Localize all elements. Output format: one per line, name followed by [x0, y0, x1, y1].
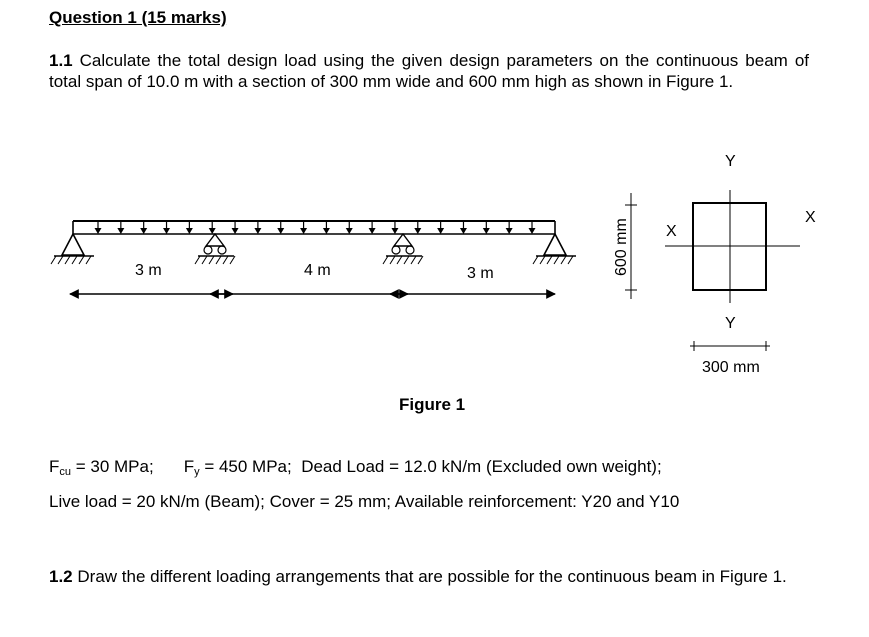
pin-support-left — [51, 234, 94, 264]
load-arrow — [437, 222, 444, 234]
question-1-1 — [49, 50, 809, 92]
pin-support-right — [533, 234, 576, 264]
roller-support-2 — [383, 234, 423, 264]
load-arrow — [254, 222, 261, 234]
load-arrow — [369, 222, 376, 234]
fcu-value: = 30 MPa; — [71, 457, 154, 476]
load-arrow — [483, 222, 490, 234]
beam-cross-section — [625, 190, 800, 351]
load-arrow — [529, 222, 536, 234]
parameters-line-2: Live load = 20 kN/m (Beam); Cover = 25 mm; Available reinforcement: Y20 and Y10 — [49, 492, 680, 511]
question-1-2-text: Draw the different loading arrangements that are possible for the continuous beam in Figure 1. — [77, 567, 787, 586]
load-arrow — [117, 222, 124, 234]
span-label-2: 4 m — [304, 262, 331, 279]
section-width-label: 300 mm — [702, 359, 760, 376]
question-1-1-text: Calculate the total design load using the given design parameters on the continuous beam of total span of 10.0 m with a section of 300 mm wide and 600 mm high as shown in Figure 1. — [49, 51, 809, 91]
dead-load: Dead Load = 12.0 kN/m (Excluded own weight); — [301, 457, 662, 476]
beam — [73, 221, 555, 234]
load-arrow — [391, 222, 398, 234]
load-arrow — [232, 222, 239, 234]
roller-support-1 — [195, 234, 235, 264]
fy-symbol: F — [183, 457, 195, 476]
axis-y-top-label: Y — [725, 153, 736, 170]
load-arrow — [209, 222, 216, 234]
parameters-line-1 — [49, 457, 662, 477]
load-arrow — [140, 222, 147, 234]
span-label-3: 3 m — [467, 265, 494, 282]
figure-1 — [0, 140, 869, 420]
figure-caption: Figure 1 — [399, 395, 466, 414]
span-label-1: 3 m — [135, 262, 162, 279]
load-arrow — [323, 222, 330, 234]
question-heading: Question 1 (15 marks) — [49, 8, 227, 27]
load-arrow — [506, 222, 513, 234]
load-arrow — [277, 222, 284, 234]
load-arrow — [300, 222, 307, 234]
load-arrow — [186, 222, 193, 234]
question-1-2 — [49, 566, 809, 587]
load-arrow — [163, 222, 170, 234]
load-arrow — [460, 222, 467, 234]
axis-x-left-label: X — [666, 223, 677, 240]
fy-subscript: y — [194, 466, 200, 478]
fcu-subscript: cu — [59, 466, 72, 478]
load-arrow — [95, 222, 102, 234]
fcu-symbol: F — [49, 457, 60, 476]
distributed-load-arrows — [95, 222, 536, 234]
axis-y-bottom-label: Y — [725, 315, 736, 332]
axis-x-right-label: X — [805, 209, 816, 226]
load-arrow — [346, 222, 353, 234]
question-1-1-number: 1.1 — [49, 51, 73, 70]
load-arrow — [414, 222, 421, 234]
fy-value: = 450 MPa; — [199, 457, 292, 476]
question-1-2-number: 1.2 — [49, 567, 73, 586]
section-height-label: 600 mm — [613, 218, 630, 276]
